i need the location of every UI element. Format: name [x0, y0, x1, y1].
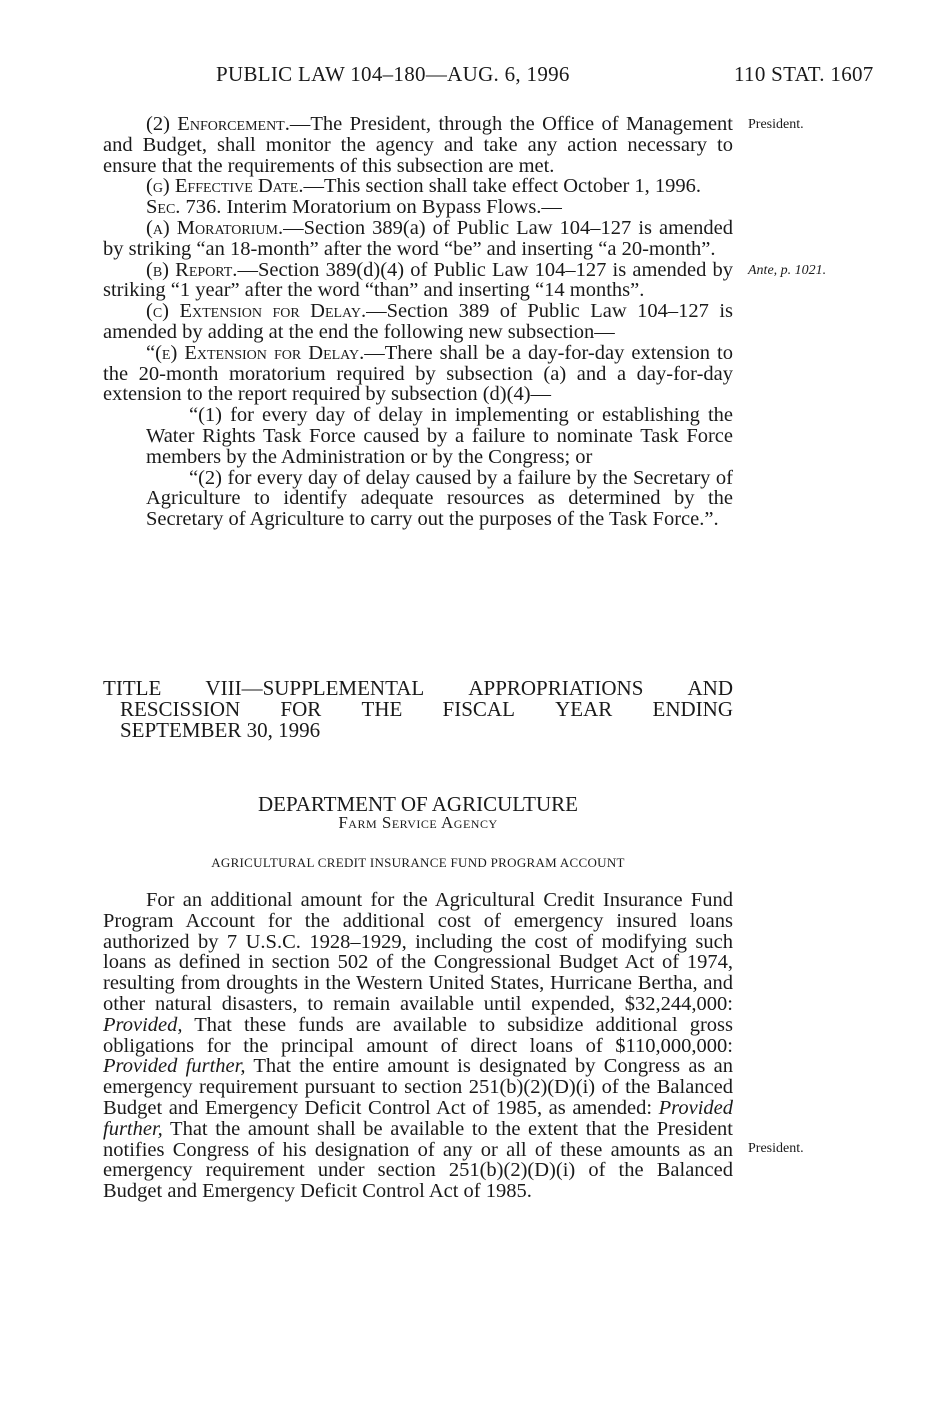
paragraph: (g) Effective Date.—This section shall take effect October 1, 1996.: [146, 175, 702, 198]
paragraph: For an additional amount for the Agricultural Credit Insurance Fund Program Account for the additional cost of emergency insured loans authorized by 7 U.S.C. 1928–1929, including the cost of modifying such loans as defined in section 502 of the Congressional Budget Act of 1974, resulting from droughts in the Western United States, Hurricane Bertha, and other natural disasters, to remain available until expended, $32,244,000: Provided, That these funds are available to subsidize additional gross obligations for the principal amount of direct loans of $110,000,000: Provided further, That the entire amount is designated by Congress as an emergency requirement pursuant to section 251(b)(2)(D)(i) of the Balanced Budget and Emergency Deficit Control Act of 1985, as amended: Provided further, That the amount shall be available to the extent that the President notifies Congress of his designation of any or all of these amounts as an emergency requirement under section 251(b)(2)(D)(i) of the Balanced Budget and Emergency Deficit Control Act of 1985.: [103, 889, 734, 1203]
margin-note-president: President.: [748, 117, 804, 132]
paragraph: (b) Report.—Section 389(d)(4) of Public Law 104–127 is amended by striking “1 year” after the word “than” and inserting “14 months”.: [103, 258, 733, 302]
clause: “(2) for every day of delay caused by a failure by the Secretary of Agriculture to identify adequate resources as determined by the Secretary of Agriculture to carry out the purposes of the Task Force.”.: [146, 466, 733, 531]
paragraph: “(e) Extension for Delay.—There shall be a day-for-day extension to the 20-month moratorium required by subsection (a) and a day-for-day extension to the report required by subsection (d)(4)—: [103, 341, 733, 406]
running-header: PUBLIC LAW 104–180—AUG. 6, 1996: [216, 62, 570, 86]
department-heading: DEPARTMENT OF AGRICULTURE: [257, 792, 578, 816]
agency-heading: Farm Service Agency: [338, 813, 498, 832]
section-text: [103, 114, 733, 530]
title-line: SEPTEMBER 30, 1996: [120, 718, 321, 742]
title-line: RESCISSION FOR THE FISCAL YEAR ENDING: [120, 697, 733, 721]
clause: “(1) for every day of delay in implementing or establishing the Water Rights Task Force caused by a failure to nominate Task Force members by the Administration or by the Congress; or: [146, 404, 733, 468]
paragraph: (a) Moratorium.—Section 389(a) of Public Law 104–127 is amended by striking “an 18-month” after the word “be” and inserting “a 20-month”.: [103, 216, 733, 260]
section-heading: Sec. 736. Interim Moratorium on Bypass Flows.—: [146, 196, 562, 219]
paragraph: (2) Enforcement.—The President, through the Office of Management and Budget, shall monitor the agency and take any action necessary to ensure that the requirements of this subsection are met.: [103, 113, 733, 177]
title-line: TITLE VIII—SUPPLEMENTAL APPROPRIATIONS AND: [103, 676, 733, 700]
title-heading: [103, 678, 733, 741]
appropriation-text: [103, 890, 733, 1202]
page-number: 110 STAT. 1607: [734, 62, 874, 86]
account-heading: AGRICULTURAL CREDIT INSURANCE FUND PROGRAM ACCOUNT: [211, 855, 625, 870]
paragraph: (c) Extension for Delay.—Section 389 of Public Law 104–127 is amended by adding at the end the following new subsection—: [103, 300, 733, 343]
margin-note-ante: Ante, p. 1021.: [748, 263, 827, 278]
margin-note-president: President.: [748, 1141, 804, 1156]
